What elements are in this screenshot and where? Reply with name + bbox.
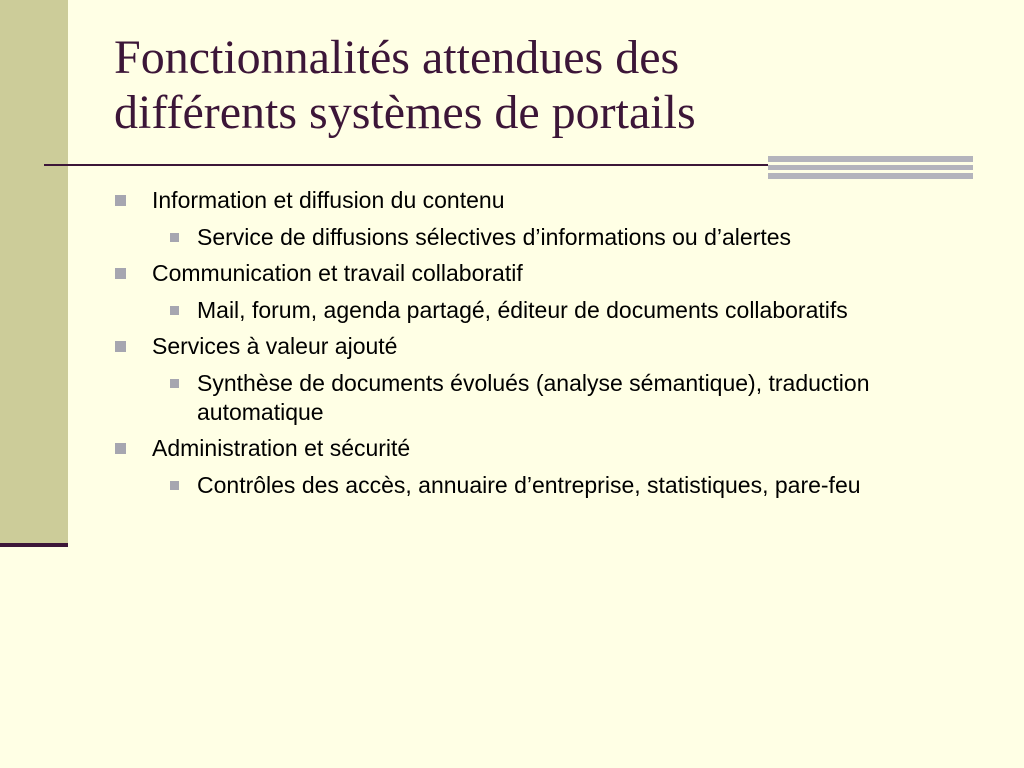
sub-bullet-item xyxy=(152,471,932,500)
sub-bullet-text: Contrôles des accès, annuaire d’entreprise, statistiques, pare-feu xyxy=(197,472,861,498)
accent-stripe-1 xyxy=(768,156,973,162)
accent-stripe-2 xyxy=(768,165,973,170)
square-bullet-icon xyxy=(115,341,126,352)
bullet-item xyxy=(112,332,932,427)
square-bullet-icon xyxy=(170,379,179,388)
sidebar-band xyxy=(0,0,68,544)
sub-bullet-list xyxy=(152,296,932,325)
slide-title-line-1: Fonctionnalités attendues des xyxy=(114,31,680,84)
sub-bullet-list xyxy=(152,471,932,500)
square-bullet-icon xyxy=(170,306,179,315)
title-accent-bar xyxy=(768,156,973,180)
bullet-text: Communication et travail collaboratif xyxy=(152,260,523,286)
square-bullet-icon xyxy=(170,481,179,490)
slide-title-line-2: différents systèmes de portails xyxy=(114,86,696,139)
square-bullet-icon xyxy=(170,233,179,242)
square-bullet-icon xyxy=(115,268,126,279)
bullet-text: Services à valeur ajouté xyxy=(152,333,398,359)
bullet-text: Administration et sécurité xyxy=(152,435,411,461)
bullet-item xyxy=(112,259,932,325)
square-bullet-icon xyxy=(115,443,126,454)
bullet-item xyxy=(112,434,932,500)
bullet-text: Information et diffusion du contenu xyxy=(152,187,505,213)
square-bullet-icon xyxy=(115,195,126,206)
sub-bullet-list xyxy=(152,223,932,252)
sub-bullet-text: Service de diffusions sélectives d’informations ou d’alertes xyxy=(197,224,792,250)
title-underline xyxy=(44,164,768,166)
bullet-list xyxy=(112,186,932,500)
sub-bullet-list xyxy=(152,369,932,427)
accent-stripe-3 xyxy=(768,173,973,179)
sidebar-divider xyxy=(0,543,68,547)
sub-bullet-text: Synthèse de documents évolués (analyse sémantique), traduction automatique xyxy=(197,370,870,425)
bullet-item xyxy=(112,186,932,252)
sub-bullet-item xyxy=(152,369,932,427)
slide-title xyxy=(114,30,696,140)
sub-bullet-text: Mail, forum, agenda partagé, éditeur de documents collaboratifs xyxy=(197,297,848,323)
sub-bullet-item xyxy=(152,296,932,325)
sub-bullet-item xyxy=(152,223,932,252)
